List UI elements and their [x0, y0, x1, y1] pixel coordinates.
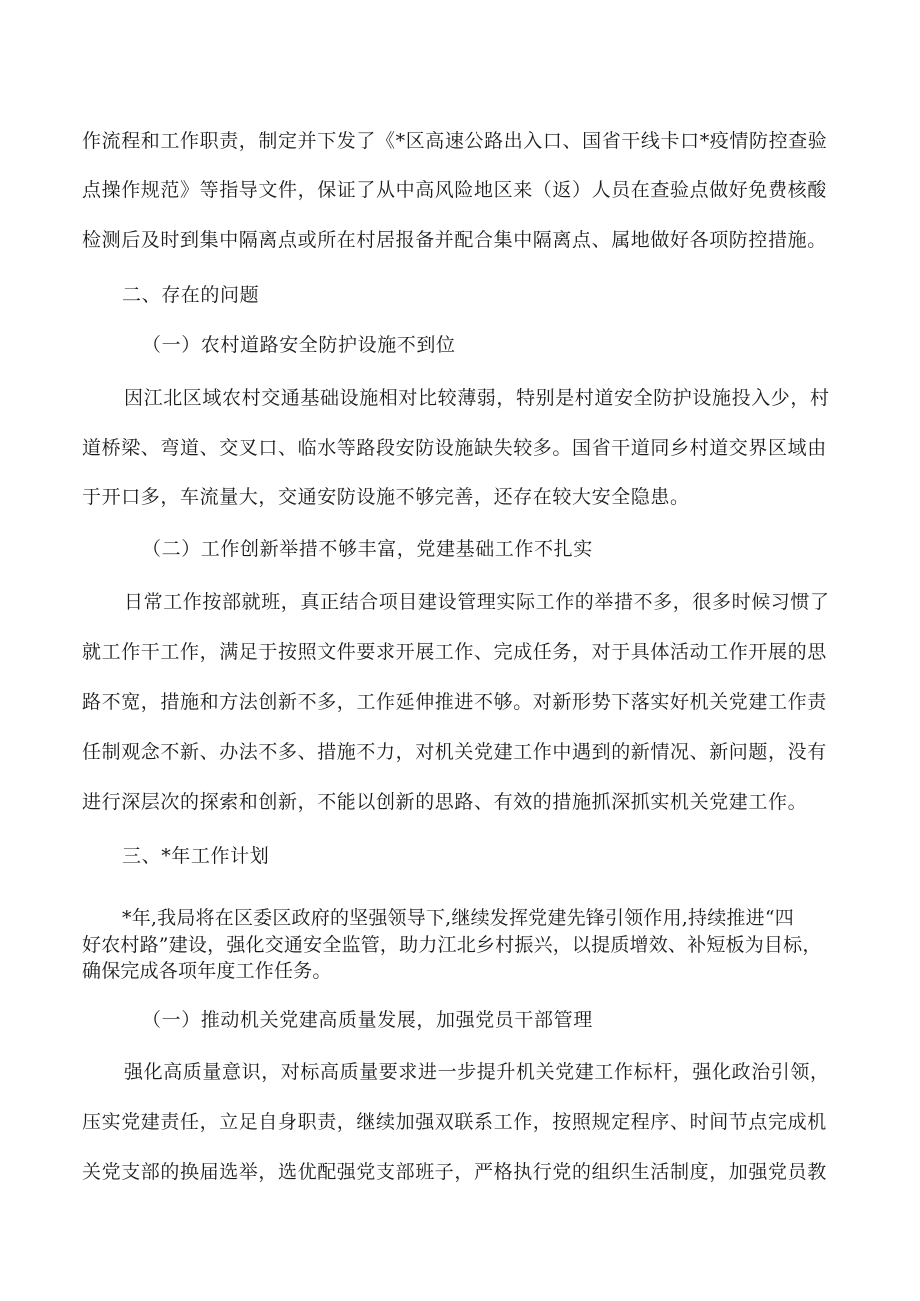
- paragraph-line: 因江北区域农村交通基础设施相对比较薄弱，特别是村道安全防护设施投入少，村: [124, 387, 830, 409]
- paragraph-line: *年,我局将在区委区政府的坚强领导下,继续发挥党建先锋引领作用,持续推进“四: [122, 907, 794, 929]
- subsection-heading: （一）农村道路安全防护设施不到位: [142, 334, 456, 356]
- paragraph-line: 点操作规范》等指导文件，保证了从中高风险地区来（返）人员在查验点做好免费核酸: [82, 179, 827, 201]
- subsection-heading: （一）推动机关党建高质量发展，加强党员干部管理: [142, 1009, 593, 1031]
- paragraph-line: 任制观念不新、办法不多、措施不力，对机关党建工作中遇到的新情况、新问题，没有: [82, 741, 827, 763]
- paragraph-line: 道桥梁、弯道、交叉口、临水等路段安防设施缺失较多。国省干道同乡村道交界区域由: [82, 437, 827, 459]
- paragraph-line: 路不宽，措施和方法创新不多，工作延伸推进不够。对新形势下落实好机关党建工作责: [82, 691, 827, 713]
- paragraph-line: 确保完成各项年度工作任务。: [82, 960, 332, 982]
- section-heading: 三、*年工作计划: [122, 845, 270, 867]
- paragraph-line: 进行深层次的探索和创新，不能以创新的思路、有效的措施抓深抓实机关党建工作。: [82, 791, 808, 813]
- paragraph-line: 于开口多，车流量大，交通安防设施不够完善，还存在较大安全隐患。: [82, 486, 690, 508]
- paragraph-line: 就工作干工作，满足于按照文件要求开展工作、完成任务，对于具体活动工作开展的思: [82, 641, 827, 663]
- paragraph-line: 压实党建责任，立足自身职责，继续加强双联系工作，按照规定程序、时间节点完成机: [82, 1111, 827, 1133]
- section-heading: 二、存在的问题: [122, 284, 260, 306]
- paragraph-line: 好农村路”建设，强化交通安全监管，助力江北乡村振兴，以提质增效、补短板为目标，: [82, 934, 822, 956]
- paragraph-line: 强化高质量意识，对标高质量要求进一步提升机关党建工作标杆，强化政治引领，: [124, 1061, 830, 1083]
- paragraph-line: 关党支部的换届选举，选优配强党支部班子，严格执行党的组织生活制度，加强党员教: [82, 1161, 827, 1183]
- paragraph-line: 作流程和工作职责，制定并下发了《*区高速公路出入口、国省干线卡口*疫情防控查验: [82, 130, 828, 152]
- subsection-heading: （二）工作创新举措不够丰富，党建基础工作不扎实: [142, 538, 593, 560]
- paragraph-line: 检测后及时到集中隔离点或所在村居报备并配合集中隔离点、属地做好各项防控措施。: [82, 229, 827, 251]
- paragraph-line: 日常工作按部就班，真正结合项目建设管理实际工作的举措不多，很多时候习惯了: [124, 591, 830, 613]
